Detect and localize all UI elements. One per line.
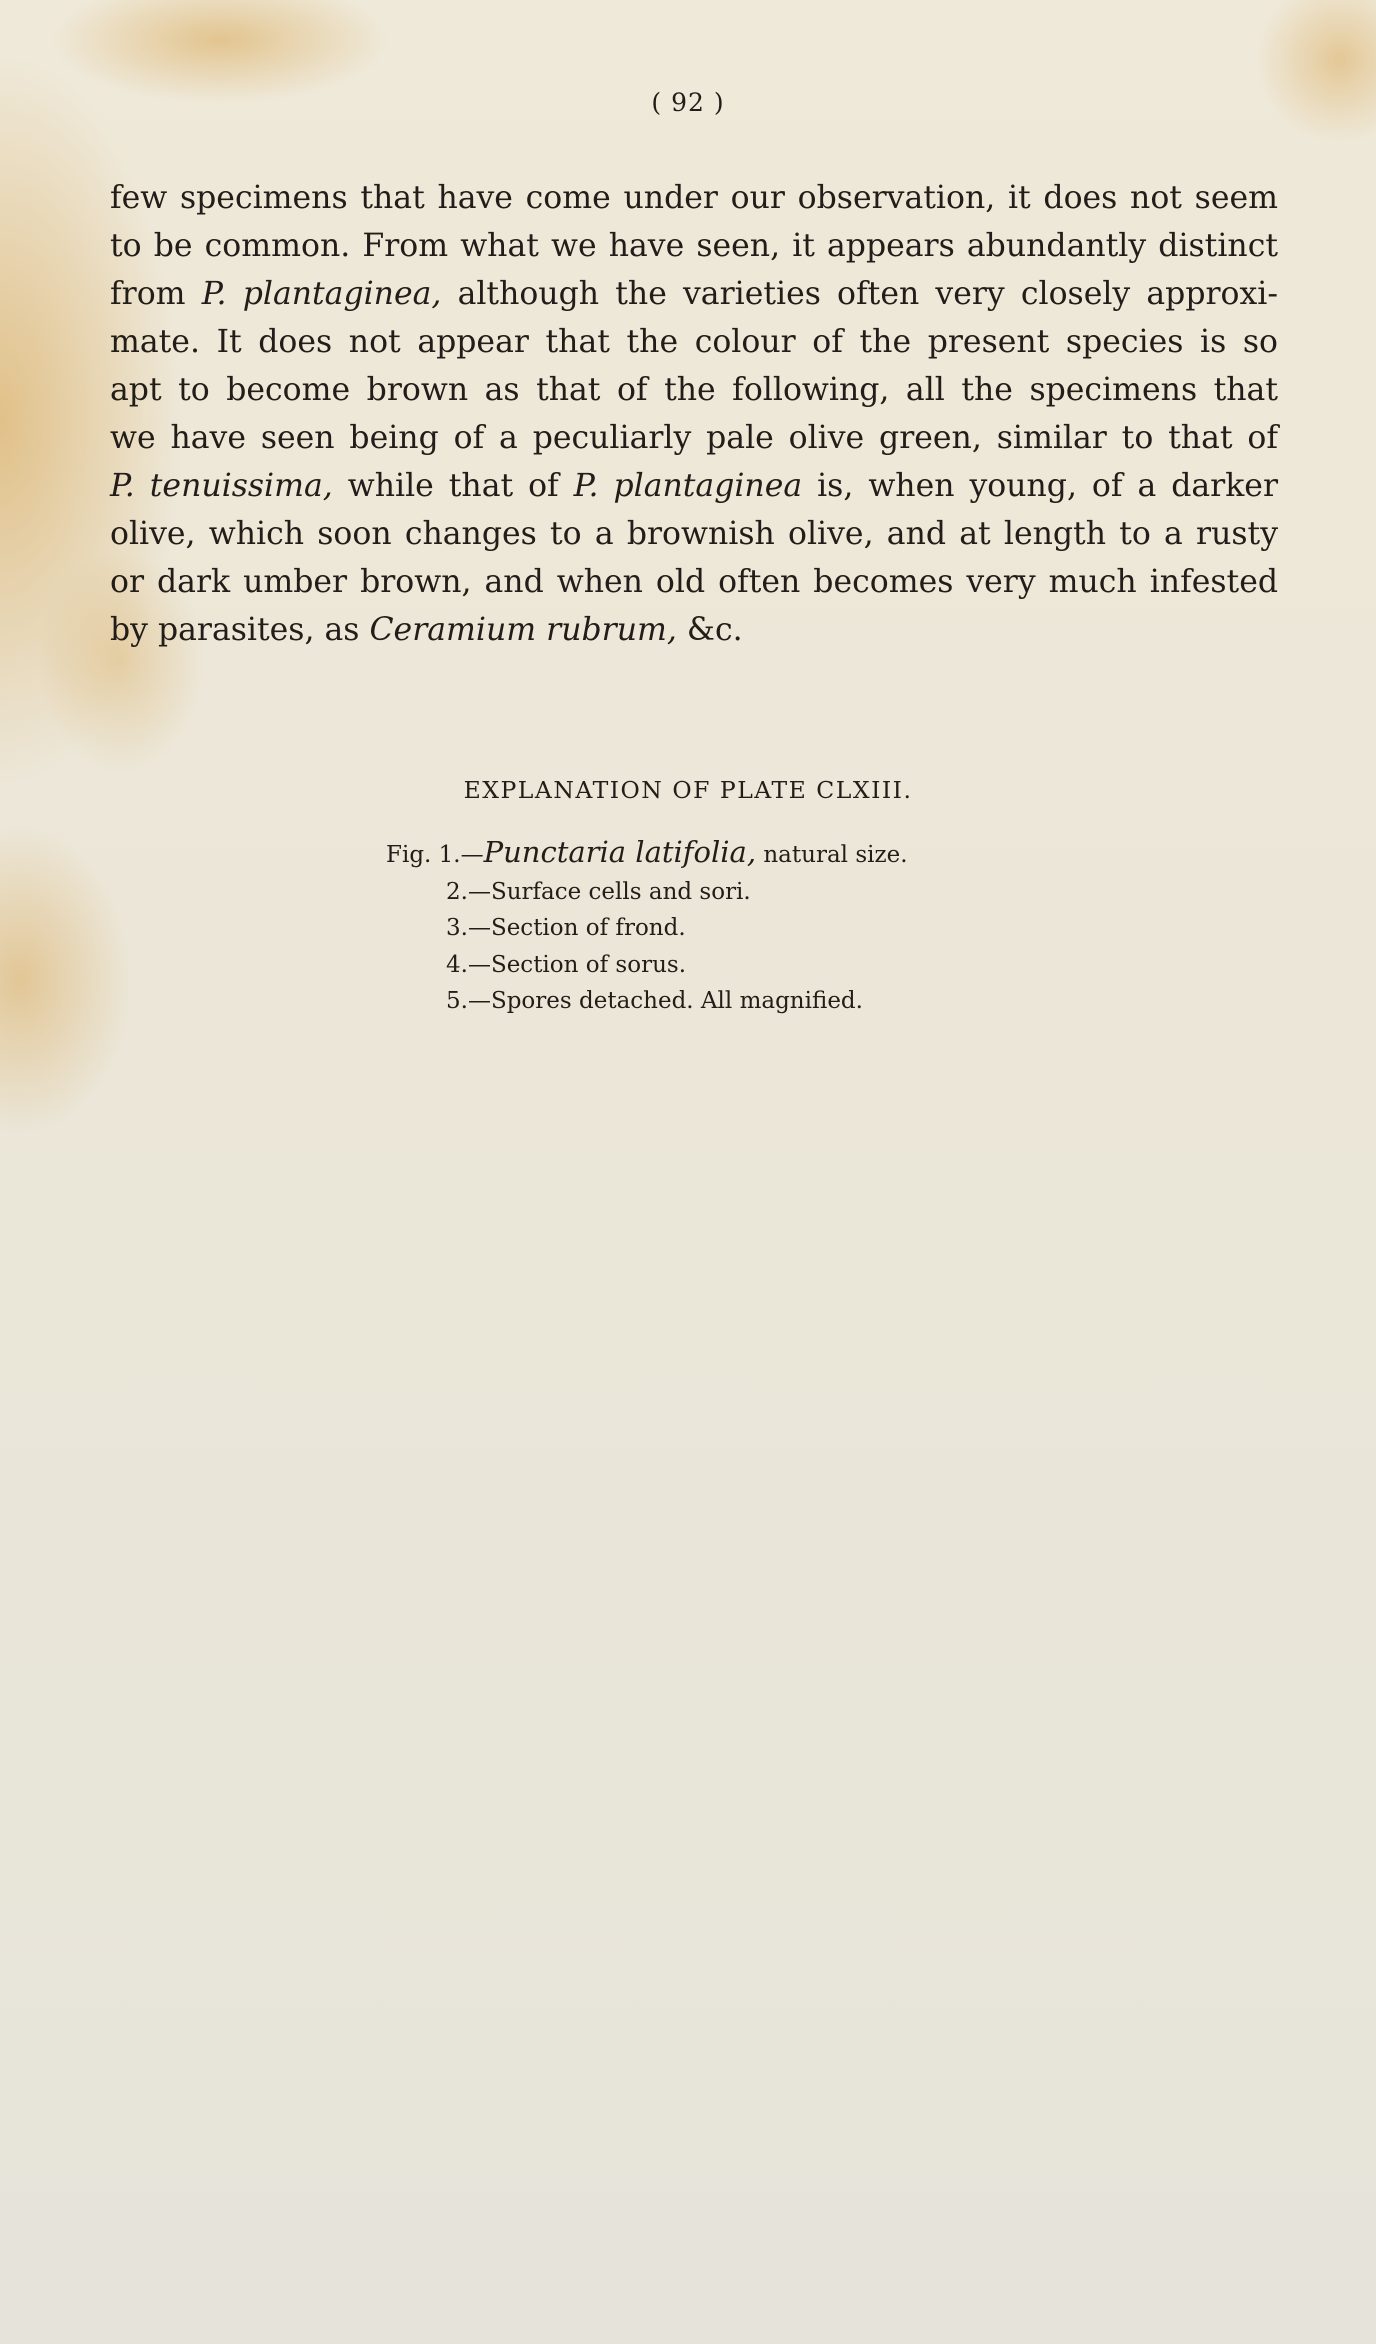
text-run: we have seen being of a peculiarly pale olive green, similar to that of bbox=[110, 420, 1278, 456]
body-paragraph bbox=[110, 174, 1278, 654]
figure-1-suffix: natural size. bbox=[756, 842, 908, 868]
text-line bbox=[110, 222, 1278, 270]
text-run: to be common. From what we have seen, it appears abundantly distinct bbox=[110, 228, 1278, 264]
text-run: apt to become brown as that of the following, all the specimens that bbox=[110, 372, 1278, 408]
figure-item-4: 4.—Section of sorus. bbox=[446, 951, 687, 978]
text-run: &c. bbox=[676, 612, 743, 648]
text-line bbox=[110, 174, 1278, 222]
text-run: olive, which soon changes to a brownish olive, and at length to a rusty bbox=[110, 516, 1278, 552]
text-run: from bbox=[110, 276, 202, 312]
text-run: while that of bbox=[332, 468, 574, 504]
text-line bbox=[110, 270, 1278, 318]
italic-text: P. plantaginea bbox=[573, 468, 803, 504]
figure-1-prefix: Fig. 1.— bbox=[386, 842, 484, 868]
text-line bbox=[110, 510, 1278, 558]
figure-1-species: Punctaria latifolia, bbox=[483, 835, 757, 869]
text-line bbox=[110, 366, 1278, 414]
text-line bbox=[110, 558, 1278, 606]
text-run: few specimens that have come under our observation, it does not seem bbox=[110, 180, 1278, 216]
text-line bbox=[110, 414, 1278, 462]
text-run: mate. It does not appear that the colour of the present species is so bbox=[110, 324, 1278, 360]
text-line bbox=[110, 318, 1278, 366]
text-run: by parasites, as bbox=[110, 612, 370, 648]
italic-text: P. plantaginea, bbox=[201, 276, 442, 312]
text-run: is, when young, of a darker bbox=[802, 468, 1279, 504]
text-run: or dark umber brown, and when old often becomes very much infested bbox=[110, 564, 1278, 600]
figure-item-5: 5.—Spores detached. All magnified. bbox=[446, 988, 863, 1014]
italic-text: P. tenuissima, bbox=[110, 468, 333, 504]
figure-item-1 bbox=[386, 834, 908, 874]
page-number: ( 92 ) bbox=[651, 88, 725, 117]
text-run: although the varieties often very closely approxi- bbox=[441, 276, 1278, 312]
text-line bbox=[110, 462, 1278, 510]
italic-text: Ceramium rubrum, bbox=[369, 612, 677, 648]
figure-item-3: 3.—Section of frond. bbox=[446, 915, 686, 941]
figure-item-2: 2.—Surface cells and sori. bbox=[446, 878, 751, 905]
figure-list bbox=[386, 834, 908, 1020]
text-line bbox=[110, 606, 1278, 654]
plate-explanation-heading: EXPLANATION OF PLATE CLXIII. bbox=[463, 776, 913, 804]
